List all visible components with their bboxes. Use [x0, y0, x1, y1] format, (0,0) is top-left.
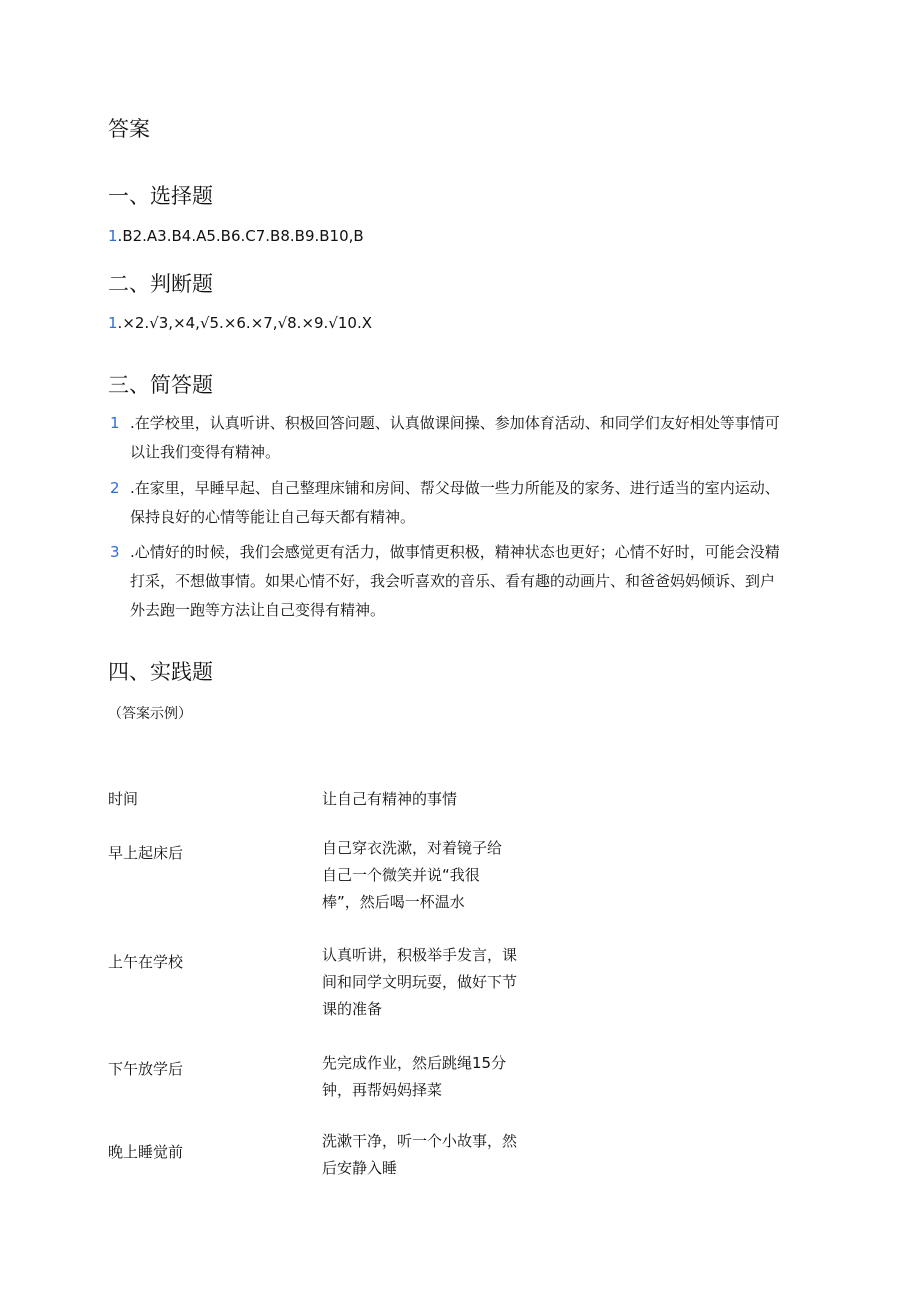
- judge-answers-line: [108, 314, 372, 332]
- activity-line: 先完成作业，然后跳绳15分: [322, 1054, 507, 1072]
- short-answer-line: .在学校里，认真听讲、积极回答问题、认真做课间操、参加体育活动、和同学们友好相处等事情可: [130, 414, 780, 432]
- choice-answers-number: 1: [108, 227, 118, 245]
- activity-line: 间和同学文明玩耍，做好下节: [322, 973, 518, 991]
- short-answer-number: 3: [110, 543, 120, 561]
- short-answer-line: 保持良好的心情等能让自己每天都有精神。: [130, 508, 416, 526]
- short-answer-line: 以让我们变得有精神。: [130, 443, 281, 461]
- short-answer-text: [130, 409, 810, 467]
- table-cell-time: 晚上睡觉前: [108, 1143, 184, 1161]
- page-title: 答案: [108, 117, 150, 141]
- answer-example-note: （答案示例）: [108, 706, 192, 722]
- table-header-time: 时间: [108, 790, 139, 808]
- table-cell-time: 上午在学校: [108, 953, 184, 971]
- activity-line: 自己一个微笑并说“我很: [322, 866, 480, 884]
- activity-line: 认真听讲，积极举手发言，课: [322, 946, 518, 964]
- section-heading-choice: 一、选择题: [108, 184, 213, 208]
- activity-line: 课的准备: [322, 1000, 383, 1018]
- short-answer-line: 打采，不想做事情。如果心情不好，我会听喜欢的音乐、看有趣的动画片、和爸爸妈妈倾诉、到户: [130, 572, 776, 590]
- choice-answers-line: [108, 227, 364, 245]
- judge-answers: .×2.√3,×4,√5.×6.×7,√8.×9.√10.X: [117, 314, 373, 332]
- table-header-activity: 让自己有精神的事情: [322, 790, 458, 808]
- table-cell-activity: [322, 942, 522, 1023]
- section-heading-judge: 二、判断题: [108, 272, 213, 296]
- section-heading-short: 三、简答题: [108, 373, 213, 397]
- activity-line: 钟，再帮妈妈择菜: [322, 1081, 443, 1099]
- short-answer-number: 1: [110, 414, 120, 432]
- table-cell-time: 下午放学后: [108, 1060, 184, 1078]
- short-answer-text: [130, 538, 810, 625]
- judge-answers-number: 1: [108, 314, 118, 332]
- short-answer-number: 2: [110, 479, 120, 497]
- choice-answers: .B2.A3.B4.A5.B6.C7.B8.B9.B10,B: [117, 227, 364, 245]
- table-cell-activity: [322, 835, 522, 916]
- activity-line: 棒”，然后喝一杯温水: [322, 893, 465, 911]
- short-answer-line: .心情好的时候，我们会感觉更有活力，做事情更积极，精神状态也更好；心情不好时，可能会没精: [130, 543, 780, 561]
- short-answer-text: [130, 474, 810, 532]
- activity-line: 后安静入睡: [322, 1159, 398, 1177]
- table-cell-activity: [322, 1050, 522, 1104]
- section-heading-practice: 四、实践题: [108, 660, 213, 684]
- table-cell-activity: [322, 1128, 522, 1182]
- activity-line: 洗漱干净，听一个小故事，然: [322, 1132, 518, 1150]
- short-answer-line: .在家里，早睡早起、自己整理床铺和房间、帮父母做一些力所能及的家务、进行适当的室内运动、: [130, 479, 780, 497]
- activity-line: 自己穿衣洗漱，对着镜子给: [322, 839, 503, 857]
- table-cell-time: 早上起床后: [108, 844, 184, 862]
- short-answer-line: 外去跑一跑等方法让自己变得有精神。: [130, 601, 386, 619]
